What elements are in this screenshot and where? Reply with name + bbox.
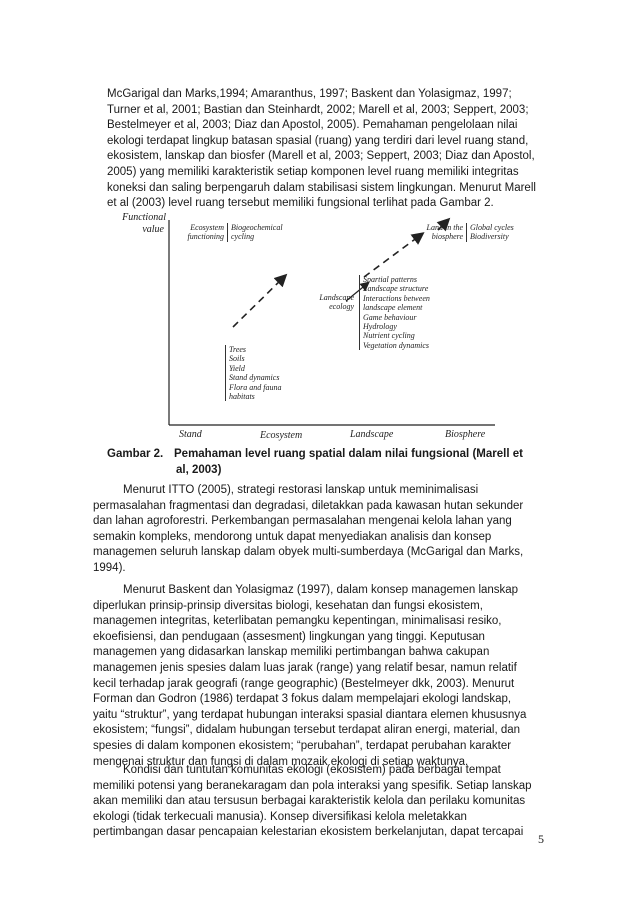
text-line: ekologi terdapat lingkup batasan spasial (ruang) yang terdiri dari level ruang stand,	[107, 134, 529, 147]
paragraph-itto	[93, 483, 545, 577]
text-line: kecil terhadap jarak geografi (range geographic) (Bestelmeyer dkk, 2003). Menurut	[93, 677, 515, 690]
text-line: semakin kompleks, mendorong untuk dapat menyediakan analisis dan konsep	[93, 530, 492, 543]
caption-line: al, 2003)	[176, 463, 222, 476]
text-line: managemen integritas, keterlibatan pemangku kepentingan, minimalisasi resiko,	[93, 615, 502, 628]
label-global-cycles: Global cycles Biodiversity	[470, 223, 514, 242]
x-axis-label-stand: Stand	[179, 429, 202, 440]
trend-arrow-1	[233, 276, 285, 327]
caption-line: Pemahaman level ruang spatial dalam nilai fungsional (Marell et	[174, 448, 523, 460]
figure-graphic	[100, 212, 500, 442]
list-stand-items: Trees Soils Yield Stand dynamics Flora and fauna habitats	[225, 345, 281, 401]
text-line: ekoefisiensi, dan pendugaan (assesment) lingkungan yang tinggi. Keputusan	[93, 630, 485, 643]
list-landscape-items: Spartial patterns Landscape structure Interactions between landscape element Game behaviour Hydrology Nutrient cycling Vegetation dynamics	[359, 275, 430, 350]
text-line: pertimbangan dasar pencapaian kelestarian ekosistem berkelanjutan, dapat tercapai	[93, 826, 524, 839]
y-axis-label: Functional value	[122, 212, 166, 235]
paragraph-intro	[107, 87, 544, 212]
label-land-in-biosphere: Land in the biosphere	[415, 223, 467, 242]
text-line: ekosistem, lanskap dan biosfer (Marell et al, 2003; Seppert, 2003; Diaz dan Apostol,	[107, 150, 535, 163]
x-axis-label-biosphere: Biosphere	[445, 429, 486, 440]
text-line: Turner et al, 2001; Bastian dan Steinhardt, 2002; Marell et al, 2003; Seppert, 2003;	[107, 103, 529, 116]
text-line: yaitu “struktur”, yang terdapat hubungan interaksi spasial diantara elemen khususnya	[93, 708, 527, 721]
label-ecosystem-functioning: Ecosystem functioning	[187, 223, 224, 242]
text-line: diperlukan prinsip-prinsip diversitas biologi, kesehatan dan fungsi ekosistem,	[93, 599, 483, 612]
text-line: et al (2003) level ruang tersebut memiliki fungsional terlihat pada Gambar 2.	[107, 197, 494, 210]
text-line: Bestelmeyer et al, 2003; Diaz dan Apostol, 2005). Pemahaman pengelolaan nilai	[107, 119, 518, 132]
text-line: Menurut Baskent dan Yolasigmaz (1997), dalam konsep managemen lanskap	[123, 584, 519, 596]
text-line: mengenai struktur dan fungsi di dalam mozaik ekologi di setiap waktunya.	[93, 755, 469, 768]
text-line: permasalahan fragmentasi dan degradasi, diletakkan pada kawasan hutan sekunder	[93, 499, 524, 512]
caption-text	[174, 447, 554, 478]
text-line: dan lahan agroforestri. Perkembangan permasalahan mengenai kelola lahan yang	[93, 515, 512, 528]
paragraph-baskent	[93, 583, 545, 770]
text-line: managemen jenis spesies dalam luas jarak (range) yang relatif besar, namun relatif	[93, 661, 517, 674]
text-line: spesies di dalam komponen ekosistem; “perubahan”, terdapat perubahan karakter	[93, 739, 512, 752]
label-biogeochemical-cycling: Biogeochemical cycling	[227, 223, 283, 242]
text-line: managemen seluruh lanskap dalam obyek multi-sumberdaya (McGarigal dan Marks,	[93, 546, 524, 559]
caption-label: Gambar 2.	[107, 448, 164, 460]
text-line: managemen yang didasarkan lanskap memiliki pertimbangan bahwa cakupan	[93, 646, 490, 659]
text-line: 2005) yang memiliki karakteristik setiap komponen level ruang memiliki integritas	[107, 165, 519, 178]
text-line: Menurut ITTO (2005), strategi restorasi lanskap untuk meminimalisasi	[123, 484, 479, 496]
figure-functional-value	[100, 212, 514, 442]
text-line: akan memiliki dan atau tersusun berbagai karakteristik kelola dan perilaku komunitas	[93, 795, 526, 808]
text-line: koneksi dan saling berpengaruh dalam stabilisasi sistem lingkungan. Menurut Marell	[107, 181, 536, 194]
x-axis-label-landscape: Landscape	[350, 429, 394, 440]
text-line: Kondisi dan tuntutan komunitas ekologi (ekosistem) pada berbagai tempat	[123, 764, 501, 776]
text-line: Forman dan Godron (1986) terdapat 3 fokus dalam mempelajari ekologi landskap,	[93, 693, 512, 706]
paragraph-kondisi	[93, 763, 545, 841]
page-number: 5	[538, 832, 544, 846]
label-landscape-ecology: Landscape ecology	[319, 293, 354, 312]
text-line: ekosistem; “fungsi”, didalam hubungan tersebut terdapat aliran energi, material, dan	[93, 724, 521, 737]
x-axis-label-ecosystem: Ecosystem	[260, 430, 303, 441]
text-line: 1994).	[93, 561, 126, 574]
trend-arrow-2	[364, 234, 422, 277]
text-line: McGarigal dan Marks,1994; Amaranthus, 1997; Baskent dan Yolasigmaz, 1997;	[107, 88, 512, 100]
text-line: ekologi (tidak terkecuali manusia). Konsep diversifikasi kelola meletakkan	[93, 810, 467, 823]
text-line: memiliki potensi yang beranekaragam dan pola interaksi yang spesifik. Setiap lanskap	[93, 779, 532, 792]
